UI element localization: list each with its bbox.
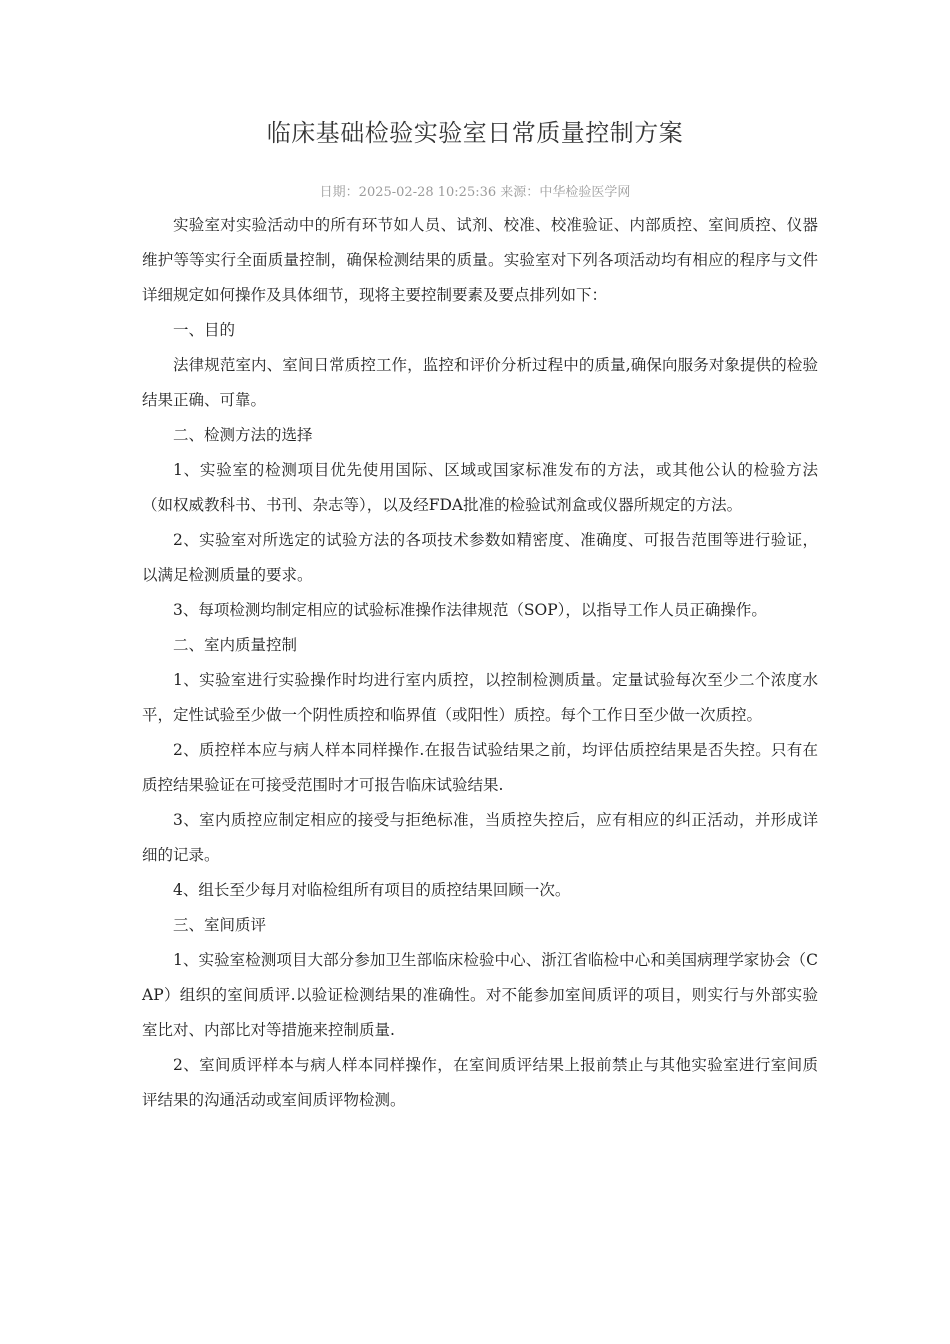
section-heading-external-qa: 三、室间质评 xyxy=(173,916,267,934)
method-item-1: 1、实验室的检测项目优先使用国际、区域或国家标准发布的方法，或其他公认的检验方法（如权威教科书、书刊、杂志等），以及经FDA批准的检验试剂盒或仪器所规定的方法。 xyxy=(142,461,818,514)
internal-qc-item-2: 2、质控样本应与病人样本同样操作.在报告试验结果之前，均评估质控结果是否失控。只有在质控结果验证在可接受范围时才可报告临床试验结果. xyxy=(142,741,818,794)
section-heading-method-selection: 二、检测方法的选择 xyxy=(173,426,313,444)
document-body xyxy=(142,208,818,1118)
section-heading-internal-qc: 二、室内质量控制 xyxy=(173,636,298,654)
purpose-paragraph: 法律规范室内、室间日常质控工作，监控和评价分析过程中的质量,确保向服务对象提供的检验结果正确、可靠。 xyxy=(142,356,818,409)
document-title: 临床基础检验实验室日常质量控制方案 xyxy=(266,119,684,147)
section-heading-purpose: 一、目的 xyxy=(173,321,236,339)
date-label: 日期： xyxy=(319,185,359,200)
source-value: 中华检验医学网 xyxy=(539,185,631,200)
external-qa-item-1: 1、实验室检测项目大部分参加卫生部临床检验中心、浙江省临检中心和美国病理学家协会（CAP）组织的室间质评.以验证检测结果的准确性。对不能参加室间质评的项目，则实行与外部实验室比对、内部比对等措施来控制质量. xyxy=(142,951,818,1039)
document-meta xyxy=(0,183,950,203)
intro-paragraph: 实验室对实验活动中的所有环节如人员、试剂、校准、校准验证、内部质控、室间质控、仪器维护等等实行全面质量控制，确保检测结果的质量。实验室对下列各项活动均有相应的程序与文件详细规定如何操作及具体细节，现将主要控制要素及要点排列如下： xyxy=(142,216,818,304)
internal-qc-item-1: 1、实验室进行实验操作时均进行室内质控，以控制检测质量。定量试验每次至少二个浓度水平，定性试验至少做一个阴性质控和临界值（或阳性）质控。每个工作日至少做一次质控。 xyxy=(142,671,818,724)
external-qa-item-2: 2、室间质评样本与病人样本同样操作，在室间质评结果上报前禁止与其他实验室进行室间质评结果的沟通活动或室间质评物检测。 xyxy=(142,1056,818,1109)
date-value: 2025-02-28 10:25:36 xyxy=(358,185,497,200)
internal-qc-item-4: 4、组长至少每月对临检组所有项目的质控结果回顾一次。 xyxy=(173,881,571,899)
source-label: 来源： xyxy=(500,185,540,200)
method-item-2: 2、实验室对所选定的试验方法的各项技术参数如精密度、准确度、可报告范围等进行验证，以满足检测质量的要求。 xyxy=(142,531,818,584)
method-item-3: 3、每项检测均制定相应的试验标准操作法律规范（SOP），以指导工作人员正确操作。 xyxy=(173,601,767,619)
internal-qc-item-3: 3、室内质控应制定相应的接受与拒绝标准，当质控失控后，应有相应的纠正活动，并形成详细的记录。 xyxy=(142,811,818,864)
